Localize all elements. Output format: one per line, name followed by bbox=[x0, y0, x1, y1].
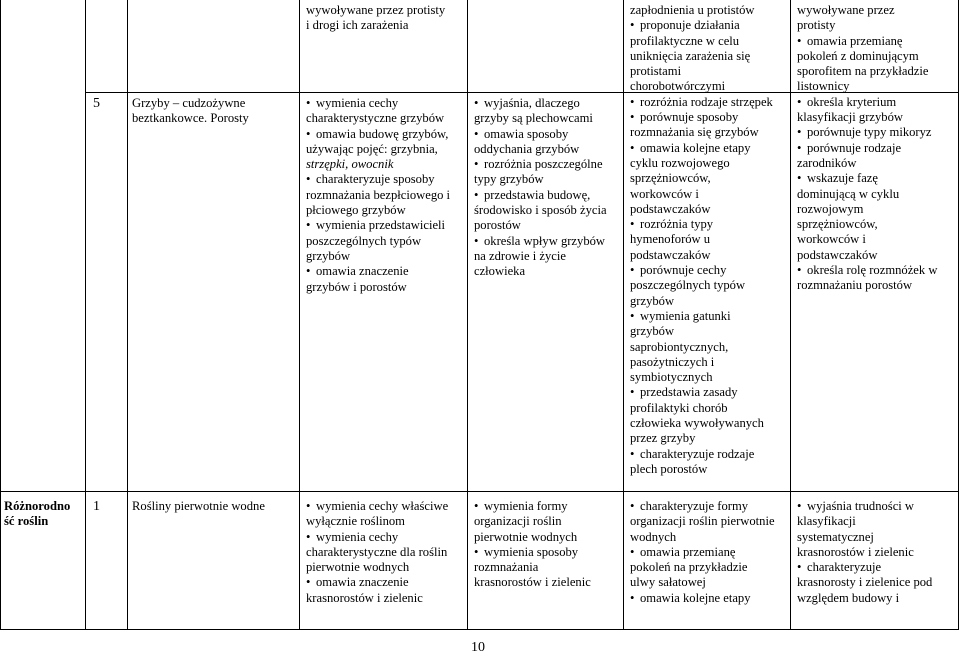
line-text: porównuje cechy bbox=[640, 263, 727, 278]
bullet-item bbox=[306, 530, 448, 545]
line-text: wymienia cechy bbox=[316, 96, 399, 110]
text-line bbox=[306, 188, 450, 203]
bullet-icon: • bbox=[630, 217, 635, 232]
line-text: środowisko i sposób życia bbox=[474, 203, 607, 218]
line-text: pasożytniczych i bbox=[630, 354, 715, 369]
line-text: rozmnażania bezpłciowego i bbox=[306, 187, 451, 202]
text-line: ść roślin bbox=[4, 514, 49, 529]
line-text: protisty bbox=[797, 18, 836, 33]
bullet-item bbox=[306, 127, 450, 142]
row-divider-section bbox=[0, 491, 959, 492]
bullet-item bbox=[306, 96, 450, 111]
bullet-item bbox=[474, 188, 607, 203]
text-line bbox=[630, 64, 773, 79]
text-line bbox=[797, 64, 937, 79]
requirements-dopuszczajaca-5 bbox=[306, 96, 450, 295]
bullet-item bbox=[797, 499, 932, 514]
line-text: rozróżnia rodzaje strzępek bbox=[640, 94, 773, 109]
line-text: pierwotnie wodnych bbox=[306, 560, 410, 575]
text-line: beztkankowce. Porosty bbox=[132, 111, 249, 126]
line-text: sprzężniowców, bbox=[797, 217, 878, 232]
bullet-item bbox=[630, 447, 773, 462]
line-text: pokoleń z dominującym bbox=[797, 48, 919, 63]
text-line bbox=[797, 248, 937, 263]
text-line bbox=[630, 79, 773, 94]
bullet-icon: • bbox=[306, 218, 311, 233]
bullet-item bbox=[306, 218, 450, 233]
requirements-dobra-plants bbox=[630, 499, 775, 606]
line-text: proponuje działania bbox=[640, 18, 740, 33]
text-line bbox=[630, 294, 773, 309]
text-line bbox=[630, 575, 775, 590]
text-line bbox=[474, 111, 607, 126]
page-number: 10 bbox=[471, 640, 485, 655]
bullet-icon: • bbox=[306, 96, 311, 110]
line-text: rozmnażania bbox=[474, 560, 539, 575]
bullet-icon: • bbox=[474, 187, 479, 202]
bullet-item bbox=[630, 217, 773, 232]
line-text: charakteryzuje bbox=[807, 560, 882, 575]
bullet-item bbox=[474, 96, 607, 111]
bullet-item bbox=[630, 110, 773, 125]
text-line bbox=[306, 591, 448, 606]
bullet-icon: • bbox=[306, 499, 311, 513]
line-text: charakterystyczne grzybów bbox=[306, 111, 445, 126]
text-line bbox=[474, 203, 607, 218]
text-line bbox=[797, 217, 937, 232]
text-line: Różnorodno bbox=[4, 499, 71, 513]
bullet-item bbox=[630, 263, 773, 278]
requirements-bardzo-dobra-5 bbox=[797, 3, 937, 294]
line-text: klasyfikacji grzybów bbox=[797, 110, 903, 125]
bullet-icon: • bbox=[306, 264, 311, 279]
line-text: saprobiontycznych, bbox=[630, 339, 729, 354]
line-text: rozmnażaniu porostów bbox=[797, 278, 913, 293]
bullet-item bbox=[474, 127, 607, 142]
text-line bbox=[797, 187, 937, 202]
line-text: poszczególnych typów bbox=[630, 278, 746, 293]
line-text: omawia kolejne etapy bbox=[640, 590, 751, 605]
column-divider-topic bbox=[299, 0, 300, 630]
line-text: krasnorostów i zielenic bbox=[474, 575, 591, 590]
bullet-icon: • bbox=[797, 263, 802, 278]
line-text: uniknięcia zarażenia się bbox=[630, 48, 751, 63]
text-line bbox=[630, 34, 773, 49]
text-line bbox=[630, 278, 773, 293]
bullet-item bbox=[797, 560, 932, 575]
line-text: określa wpływ grzybów bbox=[484, 233, 606, 248]
line-text: cyklu rozwojowego bbox=[630, 155, 730, 170]
line-text: rozwojowym bbox=[797, 201, 864, 216]
text-line bbox=[797, 18, 937, 33]
line-text: omawia sposoby bbox=[484, 126, 569, 141]
text-line bbox=[474, 575, 591, 590]
line-text: pokoleń na przykładzie bbox=[630, 560, 748, 575]
bullet-item bbox=[306, 575, 448, 590]
line-text: wyjaśnia, dlaczego bbox=[484, 96, 580, 110]
bullet-item bbox=[306, 499, 448, 514]
bullet-icon: • bbox=[630, 590, 635, 605]
line-text: porównuje sposoby bbox=[640, 110, 739, 125]
column-divider-dopuszczajaca bbox=[467, 0, 468, 630]
text-line bbox=[630, 530, 775, 545]
line-text: charakteryzuje rodzaje bbox=[640, 446, 755, 461]
requirements-dostateczna-5 bbox=[474, 96, 607, 280]
continued-text-dopuszczajaca bbox=[306, 3, 445, 34]
line-text: używając pojęć: grzybnia, bbox=[306, 141, 438, 156]
line-text: plech porostów bbox=[630, 461, 708, 476]
bullet-item bbox=[797, 95, 937, 110]
line-text: względem budowy i bbox=[797, 590, 900, 605]
bullet-icon: • bbox=[797, 125, 802, 140]
line-text: omawia budowę grzybów, bbox=[316, 126, 449, 141]
bullet-icon: • bbox=[630, 544, 635, 559]
bullet-icon: • bbox=[474, 96, 479, 110]
line-text: chorobotwórczymi bbox=[630, 79, 726, 94]
table-border-right bbox=[958, 0, 959, 630]
bullet-icon: • bbox=[306, 529, 311, 544]
bullet-item bbox=[630, 499, 775, 514]
line-text: pierwotnie wodnych bbox=[474, 529, 578, 544]
text-line bbox=[630, 324, 773, 339]
text-line bbox=[630, 560, 775, 575]
line-text: omawia przemianę bbox=[640, 544, 736, 559]
text-line bbox=[306, 280, 450, 295]
line-text: zapłodnienia u protistów bbox=[630, 3, 755, 17]
bullet-icon: • bbox=[474, 126, 479, 141]
text-line bbox=[797, 545, 932, 560]
topic-cell-5 bbox=[132, 96, 249, 127]
bullet-icon: • bbox=[630, 385, 635, 400]
line-text: protistami bbox=[630, 64, 682, 79]
text-line bbox=[306, 249, 450, 264]
text-line bbox=[630, 156, 773, 171]
bullet-item bbox=[630, 385, 773, 400]
line-text: grzybów bbox=[630, 324, 675, 339]
line-text: listownicy bbox=[797, 79, 850, 94]
text-line bbox=[630, 340, 773, 355]
line-text: workowców i bbox=[630, 186, 699, 201]
line-text: klasyfikacji bbox=[797, 514, 856, 529]
text-line bbox=[306, 545, 448, 560]
text-line: Rośliny pierwotnie wodne bbox=[132, 499, 265, 513]
bullet-item bbox=[630, 18, 773, 33]
text-line bbox=[797, 514, 932, 529]
text-line bbox=[630, 202, 773, 217]
row-number-1: 1 bbox=[93, 499, 100, 514]
bullet-icon: • bbox=[306, 126, 311, 141]
bullet-item bbox=[474, 234, 607, 249]
bullet-icon: • bbox=[630, 140, 635, 155]
bullet-icon: • bbox=[630, 499, 635, 513]
line-text: grzybów bbox=[630, 293, 675, 308]
requirements-dostateczna-plants bbox=[474, 499, 591, 591]
topic-cell-plants bbox=[132, 499, 265, 514]
bullet-item bbox=[474, 545, 591, 560]
text-line bbox=[797, 79, 937, 94]
text-line bbox=[797, 202, 937, 217]
line-text: na zdrowie i życie bbox=[474, 248, 566, 263]
line-text: rozmnażania się grzybów bbox=[630, 125, 759, 140]
text-line bbox=[474, 514, 591, 529]
text-line bbox=[306, 142, 450, 157]
line-text: symbiotycznych bbox=[630, 370, 713, 385]
text-line bbox=[797, 575, 932, 590]
bullet-icon: • bbox=[630, 110, 635, 125]
text-line bbox=[306, 203, 450, 218]
text-line bbox=[630, 514, 775, 529]
line-text: omawia znaczenie bbox=[316, 264, 409, 279]
text-line bbox=[630, 370, 773, 385]
line-text: strzępki, owocnik bbox=[306, 157, 394, 172]
bullet-item bbox=[630, 545, 775, 560]
bullet-icon: • bbox=[306, 575, 311, 590]
line-text: charakterystyczne dla roślin bbox=[306, 544, 448, 559]
text-line bbox=[630, 232, 773, 247]
text-line bbox=[474, 530, 591, 545]
line-text: typy grzybów bbox=[474, 172, 544, 187]
text-line bbox=[630, 125, 773, 140]
line-text: wymienia przedstawicieli bbox=[316, 218, 446, 233]
line-text: wymienia gatunki bbox=[640, 308, 731, 323]
bullet-icon: • bbox=[797, 171, 802, 186]
line-text: wymienia cechy bbox=[316, 529, 399, 544]
text-line bbox=[630, 462, 773, 477]
bullet-icon: • bbox=[797, 560, 802, 575]
text-line bbox=[306, 234, 450, 249]
text-line bbox=[797, 3, 937, 18]
text-line bbox=[306, 514, 448, 529]
line-text: przedstawia zasady bbox=[640, 385, 738, 400]
text-line bbox=[474, 142, 607, 157]
bullet-icon: • bbox=[474, 544, 479, 559]
bullet-item bbox=[306, 264, 450, 279]
line-text: dominującą w cyklu bbox=[797, 186, 900, 201]
line-text: profilaktyki chorób bbox=[630, 400, 728, 415]
bullet-item bbox=[630, 591, 775, 606]
bullet-item bbox=[474, 157, 607, 172]
bullet-icon: • bbox=[630, 308, 635, 323]
line-text: określa rolę rozmnóżek w bbox=[807, 263, 938, 278]
text-line bbox=[630, 3, 773, 18]
bullet-icon: • bbox=[474, 233, 479, 248]
line-text: systematycznej bbox=[797, 529, 874, 544]
text-line bbox=[474, 172, 607, 187]
text-line bbox=[797, 49, 937, 64]
text-line bbox=[630, 431, 773, 446]
line-text: wymienia sposoby bbox=[484, 544, 579, 559]
line-text: organizacji roślin pierwotnie bbox=[630, 514, 775, 529]
line-text: hymenoforów u bbox=[630, 232, 711, 247]
line-text: porównuje typy mikoryz bbox=[807, 125, 932, 140]
bullet-icon: • bbox=[630, 446, 635, 461]
line-text: porównuje rodzaje bbox=[807, 140, 902, 155]
text-line bbox=[630, 171, 773, 186]
column-divider-section bbox=[85, 0, 86, 630]
bullet-item bbox=[797, 125, 937, 140]
requirements-bardzo-dobra-plants bbox=[797, 499, 932, 606]
line-text: krasnorostów i zielenic bbox=[306, 590, 423, 605]
line-text: podstawczaków bbox=[630, 247, 711, 262]
line-text: grzybów bbox=[306, 248, 351, 263]
line-text: wymienia formy bbox=[484, 499, 568, 513]
line-text: płciowego grzybów bbox=[306, 203, 406, 218]
bullet-item bbox=[797, 34, 937, 49]
line-text: omawia znaczenie bbox=[316, 575, 409, 590]
line-text: charakteryzuje formy bbox=[640, 499, 749, 513]
text-line bbox=[630, 187, 773, 202]
line-text: krasnorostów i zielenic bbox=[797, 544, 914, 559]
line-text: sporofitem na przykładzie bbox=[797, 64, 929, 79]
text-line bbox=[474, 264, 607, 279]
bullet-item bbox=[797, 141, 937, 156]
column-divider-dobra bbox=[790, 0, 791, 630]
line-text: zarodników bbox=[797, 155, 857, 170]
text-line bbox=[306, 111, 450, 126]
text-line bbox=[797, 232, 937, 247]
bullet-icon: • bbox=[797, 33, 802, 48]
row-number-5: 5 bbox=[93, 96, 100, 111]
requirements-dopuszczajaca-plants bbox=[306, 499, 448, 606]
line-text: oddychania grzybów bbox=[474, 141, 580, 156]
line-text: grzyby są plechowcami bbox=[474, 111, 593, 126]
line-text: wymienia cechy właściwe bbox=[316, 499, 449, 513]
line-text: podstawczaków bbox=[630, 201, 711, 216]
line-text: organizacji roślin bbox=[474, 514, 562, 529]
text-line bbox=[630, 401, 773, 416]
line-text: charakteryzuje sposoby bbox=[316, 172, 435, 187]
bullet-item bbox=[630, 95, 773, 110]
line-text: wyjaśnia trudności w bbox=[807, 499, 915, 513]
line-text: rozróżnia poszczególne bbox=[484, 157, 603, 172]
text-line bbox=[306, 157, 450, 172]
line-text: omawia przemianę bbox=[807, 33, 903, 48]
bullet-item bbox=[797, 263, 937, 278]
text-line bbox=[797, 156, 937, 171]
text-line bbox=[797, 110, 937, 125]
text-line bbox=[474, 560, 591, 575]
text-line bbox=[630, 416, 773, 431]
column-divider-dostateczna bbox=[623, 0, 624, 630]
bullet-icon: • bbox=[306, 172, 311, 187]
text-line: Grzyby – cudzożywne bbox=[132, 96, 246, 110]
line-text: sprzężniowców, bbox=[630, 171, 711, 186]
bullet-icon: • bbox=[630, 263, 635, 278]
line-text: przedstawia budowę, bbox=[484, 187, 591, 202]
bullet-icon: • bbox=[630, 18, 635, 33]
text-line bbox=[797, 278, 937, 293]
line-text: profilaktyczne w celu bbox=[630, 33, 740, 48]
bullet-icon: • bbox=[797, 140, 802, 155]
line-text: grzybów i porostów bbox=[306, 279, 407, 294]
section-label-plants bbox=[4, 499, 70, 530]
text-line: i drogi ich zarażenia bbox=[306, 18, 409, 33]
text-line: wywoływane przez protisty bbox=[306, 3, 446, 17]
text-line bbox=[306, 560, 448, 575]
text-line bbox=[797, 591, 932, 606]
text-line bbox=[474, 218, 607, 233]
line-text: człowieka bbox=[474, 264, 526, 279]
text-line bbox=[630, 49, 773, 64]
line-text: wyłącznie roślinom bbox=[306, 514, 405, 529]
bullet-item bbox=[630, 309, 773, 324]
line-text: workowców i bbox=[797, 232, 866, 247]
bullet-icon: • bbox=[630, 94, 635, 109]
bullet-item bbox=[797, 171, 937, 186]
bullet-icon: • bbox=[474, 157, 479, 172]
table-border-bottom bbox=[0, 629, 959, 630]
text-line bbox=[630, 248, 773, 263]
line-text: porostów bbox=[474, 218, 521, 233]
text-line bbox=[630, 355, 773, 370]
line-text: wodnych bbox=[630, 529, 677, 544]
bullet-item bbox=[630, 141, 773, 156]
bullet-item bbox=[474, 499, 591, 514]
line-text: człowieka wywoływanych bbox=[630, 416, 764, 431]
line-text: krasnorosty i zielenice pod bbox=[797, 575, 933, 590]
column-divider-number bbox=[127, 0, 128, 630]
line-text: omawia kolejne etapy bbox=[640, 140, 751, 155]
bullet-icon: • bbox=[797, 94, 802, 109]
bullet-icon: • bbox=[797, 499, 802, 513]
requirements-dobra-5 bbox=[630, 3, 773, 477]
line-text: ulwy sałatowej bbox=[630, 575, 706, 590]
table-border-left bbox=[0, 0, 1, 630]
bullet-icon: • bbox=[474, 499, 479, 513]
text-line bbox=[797, 530, 932, 545]
line-text: rozróżnia typy bbox=[640, 217, 714, 232]
line-text: wywoływane przez bbox=[797, 3, 895, 17]
line-text: podstawczaków bbox=[797, 247, 878, 262]
line-text: przez grzyby bbox=[630, 431, 696, 446]
line-text: poszczególnych typów bbox=[306, 233, 422, 248]
text-line bbox=[474, 249, 607, 264]
line-text: określa kryterium bbox=[807, 94, 897, 109]
line-text: wskazuje fazę bbox=[807, 171, 878, 186]
bullet-item bbox=[306, 172, 450, 187]
